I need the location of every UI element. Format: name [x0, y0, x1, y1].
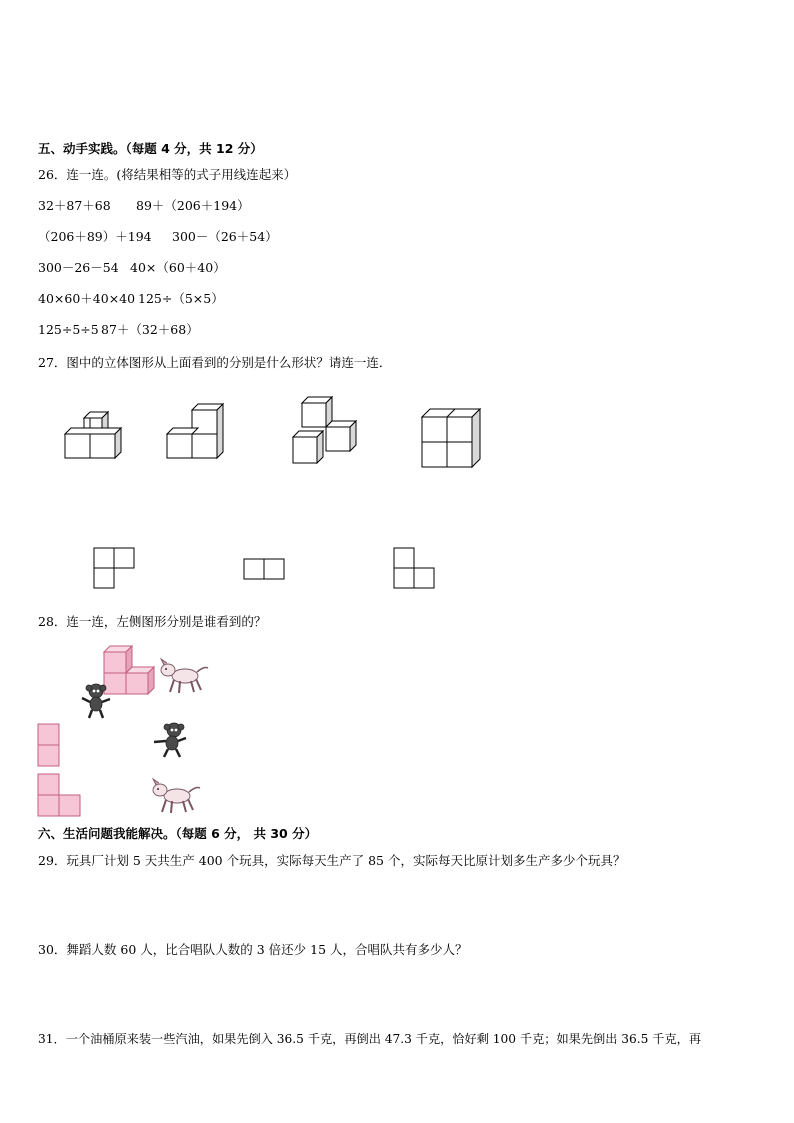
q26-right-3[interactable]: 40×（60＋40）: [130, 260, 226, 275]
q30-text: 30．舞蹈人数 60 人，比合唱队人数的 3 倍还少 15 人，合唱队共有多少人？: [38, 942, 468, 957]
section-5-heading: 五、动手实践。（每题 4 分，共 12 分）: [38, 141, 263, 156]
q26-right-2[interactable]: 300－（26＋54）: [172, 229, 278, 244]
q26-left-4[interactable]: 40×60＋40×40: [38, 291, 136, 306]
top-view-1[interactable]: [93, 547, 137, 589]
top-view-2[interactable]: [243, 558, 287, 580]
q26-left-5[interactable]: 125÷5÷5: [38, 322, 99, 337]
q27-prompt: 27．图中的立体图形从上面看到的分别是什么形状？请连一连．: [38, 355, 392, 370]
monkey-viewer-icon[interactable]: [150, 720, 190, 760]
dog-viewer-icon[interactable]: [150, 776, 202, 816]
monkey-icon: [78, 682, 114, 720]
q28-prompt: 28．连一连，左侧图形分别是谁看到的？: [38, 614, 267, 629]
view-shape-1[interactable]: [36, 722, 64, 768]
q26-right-1[interactable]: 89＋（206＋194）: [136, 198, 250, 213]
view-shape-2[interactable]: [36, 772, 86, 818]
dog-icon: [158, 656, 210, 696]
q26-left-3[interactable]: 300－26－54: [38, 260, 119, 275]
q26-left-2[interactable]: （206＋89）＋194: [38, 229, 152, 244]
q31-text: 31．一个油桶原来装一些汽油，如果先倒入 36.5 千克，再倒出 47.3 千克，恰好剩 100 千克；如果先倒出 36.5 千克，再: [38, 1032, 702, 1046]
q26-left-1[interactable]: 32＋87＋68: [38, 198, 111, 213]
solid-figure-4[interactable]: [418, 405, 484, 471]
solid-figure-3[interactable]: [290, 395, 364, 467]
top-view-3[interactable]: [393, 547, 437, 589]
q26-right-5[interactable]: 87＋（32＋68）: [101, 322, 199, 337]
section-6-heading: 六、生活问题我能解决。（每题 6 分， 共 30 分）: [38, 826, 318, 841]
solid-figure-1[interactable]: [60, 410, 130, 462]
q26-right-4[interactable]: 125÷（5×5）: [138, 291, 224, 306]
solid-figure-2[interactable]: [162, 400, 232, 464]
q26-prompt: 26．连一连。(将结果相等的式子用线连起来）: [38, 167, 297, 182]
q29-text: 29．玩具厂计划 5 天共生产 400 个玩具，实际每天生产了 85 个，实际每天比原计划多生产多少个玩具？: [38, 853, 626, 868]
